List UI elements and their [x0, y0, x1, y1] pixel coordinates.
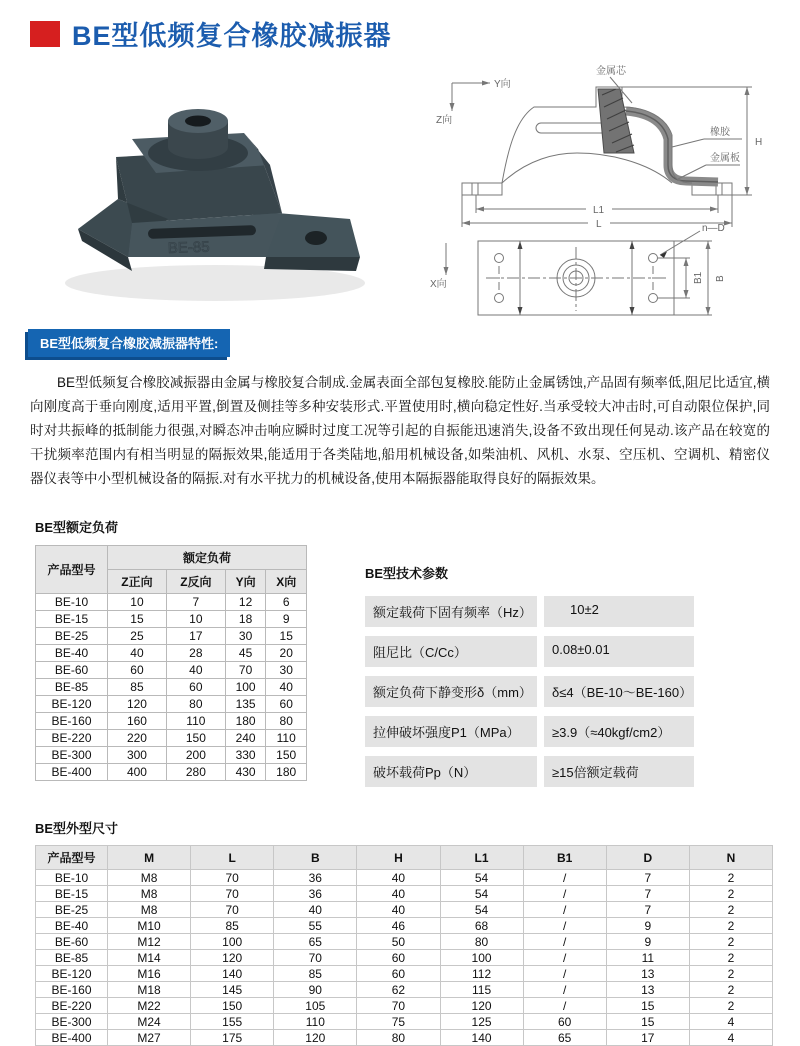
load-value-cell: 15: [108, 611, 167, 628]
dim-value-cell: 70: [357, 998, 440, 1014]
dim-value-cell: 55: [274, 918, 357, 934]
technical-drawing-svg: [415, 61, 785, 323]
dimensions-row: [36, 950, 773, 966]
load-value-cell: 15: [266, 628, 307, 645]
dim-value-cell: 100: [440, 950, 523, 966]
dim-value-cell: 68: [440, 918, 523, 934]
product-photo-svg: [20, 61, 410, 321]
dim-value-cell: 2: [689, 982, 772, 998]
model-cell: BE-220: [36, 998, 108, 1014]
model-cell: BE-15: [36, 886, 108, 902]
model-cell: BE-60: [36, 934, 108, 950]
load-value-cell: 150: [266, 747, 307, 764]
dimensions-header: D: [606, 846, 689, 870]
load-value-cell: 18: [225, 611, 266, 628]
dim-value-cell: 13: [606, 966, 689, 982]
load-value-cell: 240: [225, 730, 266, 747]
dim-value-cell: 54: [440, 870, 523, 886]
dim-value-cell: 85: [191, 918, 274, 934]
load-value-cell: 10: [108, 594, 167, 611]
dim-value-cell: 112: [440, 966, 523, 982]
model-cell: BE-10: [36, 870, 108, 886]
tech-params-section: [365, 563, 694, 796]
tech-param-row: [365, 596, 694, 627]
model-cell: BE-120: [36, 696, 108, 713]
dimensions-header: 产品型号: [36, 846, 108, 870]
dim-value-cell: 70: [274, 950, 357, 966]
model-cell: BE-400: [36, 764, 108, 781]
dim-value-cell: 80: [357, 1030, 440, 1046]
dim-l-label: L: [596, 219, 602, 230]
dim-value-cell: 54: [440, 886, 523, 902]
rated-load-group-header: 额定负荷: [108, 546, 307, 570]
dimensions-row: [36, 966, 773, 982]
dim-value-cell: 75: [357, 1014, 440, 1030]
dim-value-cell: M8: [108, 870, 191, 886]
model-cell: BE-400: [36, 1030, 108, 1046]
load-value-cell: 12: [225, 594, 266, 611]
model-cell: BE-160: [36, 982, 108, 998]
dim-value-cell: /: [523, 934, 606, 950]
load-value-cell: 60: [108, 662, 167, 679]
model-cell: BE-300: [36, 1014, 108, 1030]
page-title: BE型低频复合橡胶减振器: [72, 21, 392, 51]
dim-value-cell: M24: [108, 1014, 191, 1030]
dim-value-cell: 50: [357, 934, 440, 950]
load-value-cell: 20: [266, 645, 307, 662]
dim-value-cell: 40: [357, 870, 440, 886]
dim-value-cell: 4: [689, 1030, 772, 1046]
dimensions-header: L: [191, 846, 274, 870]
dim-value-cell: M18: [108, 982, 191, 998]
dim-value-cell: 2: [689, 886, 772, 902]
dim-value-cell: 70: [191, 870, 274, 886]
dim-value-cell: 140: [440, 1030, 523, 1046]
dim-value-cell: 175: [191, 1030, 274, 1046]
rated-load-row: [36, 594, 307, 611]
load-value-cell: 280: [166, 764, 225, 781]
load-value-cell: 7: [166, 594, 225, 611]
load-value-cell: 300: [108, 747, 167, 764]
load-value-cell: 400: [108, 764, 167, 781]
model-cell: BE-25: [36, 628, 108, 645]
model-cell: BE-300: [36, 747, 108, 764]
dim-value-cell: 36: [274, 870, 357, 886]
dim-value-cell: 60: [357, 950, 440, 966]
load-value-cell: 28: [166, 645, 225, 662]
rated-load-title: BE型额定负荷: [35, 520, 119, 535]
rated-load-col-model: 产品型号: [36, 546, 108, 594]
dim-value-cell: /: [523, 950, 606, 966]
load-value-cell: 10: [166, 611, 225, 628]
rated-load-subheader: Z反向: [166, 570, 225, 594]
dimensions-row: [36, 902, 773, 918]
tech-param-label: 额定载荷下固有频率（Hz）: [365, 596, 537, 627]
model-cell: BE-40: [36, 645, 108, 662]
dim-value-cell: M12: [108, 934, 191, 950]
dim-value-cell: 155: [191, 1014, 274, 1030]
dimensions-row: [36, 1014, 773, 1030]
core-label: 金属芯: [596, 66, 626, 77]
dim-value-cell: 13: [606, 982, 689, 998]
load-value-cell: 180: [266, 764, 307, 781]
rated-load-table: [35, 545, 307, 781]
load-value-cell: 85: [108, 679, 167, 696]
tech-param-label: 破坏载荷Pp（N）: [365, 756, 537, 787]
load-value-cell: 80: [266, 713, 307, 730]
load-value-cell: 135: [225, 696, 266, 713]
dim-value-cell: 100: [191, 934, 274, 950]
dim-value-cell: 110: [274, 1014, 357, 1030]
dimensions-header: N: [689, 846, 772, 870]
dim-value-cell: 2: [689, 966, 772, 982]
dim-value-cell: M16: [108, 966, 191, 982]
dim-value-cell: M8: [108, 886, 191, 902]
dim-value-cell: 15: [606, 998, 689, 1014]
dim-value-cell: 120: [274, 1030, 357, 1046]
dim-value-cell: 70: [191, 886, 274, 902]
hole-callout-label: n—D: [702, 223, 725, 234]
dimensions-row: [36, 886, 773, 902]
load-value-cell: 110: [166, 713, 225, 730]
load-value-cell: 430: [225, 764, 266, 781]
product-photo: [20, 61, 410, 321]
model-cell: BE-10: [36, 594, 108, 611]
rated-load-row: [36, 645, 307, 662]
dimensions-header: H: [357, 846, 440, 870]
rated-load-row: [36, 713, 307, 730]
rated-load-row: [36, 662, 307, 679]
dimensions-tbody: [36, 870, 773, 1046]
model-cell: BE-15: [36, 611, 108, 628]
dim-value-cell: /: [523, 966, 606, 982]
model-cell: BE-120: [36, 966, 108, 982]
dim-value-cell: 105: [274, 998, 357, 1014]
rated-load-row: [36, 611, 307, 628]
dim-value-cell: 40: [357, 902, 440, 918]
dimensions-row: [36, 998, 773, 1014]
load-value-cell: 25: [108, 628, 167, 645]
dim-value-cell: 11: [606, 950, 689, 966]
model-cell: BE-85: [36, 679, 108, 696]
load-value-cell: 45: [225, 645, 266, 662]
tech-param-row: [365, 676, 694, 707]
load-value-cell: 40: [108, 645, 167, 662]
dim-value-cell: 60: [357, 966, 440, 982]
model-cell: BE-85: [36, 950, 108, 966]
tech-param-value: 10±2: [544, 596, 694, 627]
dim-l1-label: L1: [593, 205, 605, 216]
dim-value-cell: 2: [689, 918, 772, 934]
rated-load-row: [36, 696, 307, 713]
dim-value-cell: /: [523, 982, 606, 998]
dimensions-row: [36, 982, 773, 998]
dim-value-cell: 120: [191, 950, 274, 966]
tech-param-value: ≥15倍额定载荷: [544, 756, 694, 787]
dim-value-cell: 7: [606, 870, 689, 886]
load-value-cell: 70: [225, 662, 266, 679]
dim-value-cell: 85: [274, 966, 357, 982]
dim-value-cell: 62: [357, 982, 440, 998]
dim-value-cell: 140: [191, 966, 274, 982]
dim-value-cell: 7: [606, 902, 689, 918]
dimensions-title: BE型外型尺寸: [35, 821, 119, 836]
dimensions-header: B: [274, 846, 357, 870]
dimensions-section: [0, 796, 800, 1046]
load-value-cell: 160: [108, 713, 167, 730]
tech-param-label: 拉伸破坏强度P1（MPa）: [365, 716, 537, 747]
tech-param-row: [365, 716, 694, 747]
figures-row: [0, 53, 800, 321]
dim-value-cell: M27: [108, 1030, 191, 1046]
dimensions-header: B1: [523, 846, 606, 870]
dim-value-cell: 17: [606, 1030, 689, 1046]
feature-chip: BE型低频复合橡胶减振器特性:: [28, 329, 230, 357]
tech-params-rows: [365, 596, 694, 787]
rated-load-row: [36, 747, 307, 764]
rated-load-row: [36, 730, 307, 747]
dim-value-cell: 2: [689, 902, 772, 918]
dim-value-cell: /: [523, 902, 606, 918]
load-value-cell: 60: [166, 679, 225, 696]
tech-param-row: [365, 756, 694, 787]
dim-value-cell: 2: [689, 998, 772, 1014]
dim-h-label: H: [755, 137, 763, 148]
dimensions-header-row: [36, 846, 773, 870]
emboss-model-text: BE-85: [167, 238, 210, 257]
load-value-cell: 17: [166, 628, 225, 645]
dim-value-cell: 9: [606, 934, 689, 950]
middle-section: [0, 491, 800, 796]
dim-value-cell: 15: [606, 1014, 689, 1030]
dim-value-cell: /: [523, 998, 606, 1014]
load-value-cell: 80: [166, 696, 225, 713]
base-plate-label: 金属板: [710, 153, 740, 164]
model-cell: BE-220: [36, 730, 108, 747]
technical-drawing: [415, 61, 785, 323]
rated-load-row: [36, 764, 307, 781]
rated-load-subheader: Y向: [225, 570, 266, 594]
load-value-cell: 60: [266, 696, 307, 713]
feature-paragraph: BE型低频复合橡胶减振器由金属与橡胶复合制成.金属表面全部包复橡胶.能防止金属锈蚀,产品固有频率低,阻尼比适宜,横向刚度高于垂向刚度,适用平置,倒置及侧挂等多种安装形式.平置使用时,横向稳定性好.当承受较大冲击时,可自动限位保护,同时对共振峰的抵制能力很强,对瞬态冲击响应瞬时过度工况等引起的自振能迅速消失,设备不致出现任何晃动.该产品在较宽的干扰频率范围内有相当明显的隔振效果,能适用于各类陆地,船用机械设备,如柴油机、风机、水泵、空压机、空调机、精密仪器仪表等中小型机械设备的隔振.对有水平扰力的机械设备,使用本隔振器能取得良好的隔振效果。: [30, 375, 770, 486]
load-value-cell: 100: [225, 679, 266, 696]
dim-value-cell: 40: [357, 886, 440, 902]
dim-value-cell: /: [523, 918, 606, 934]
page-header: [0, 0, 800, 53]
dim-value-cell: 2: [689, 934, 772, 950]
dimensions-header: L1: [440, 846, 523, 870]
dim-value-cell: 150: [191, 998, 274, 1014]
tech-param-value: ≥3.9（≈40kgf/cm2）: [544, 716, 694, 747]
load-value-cell: 180: [225, 713, 266, 730]
tech-param-label: 额定负荷下静变形δ（mm）: [365, 676, 537, 707]
dim-value-cell: 2: [689, 950, 772, 966]
dimensions-row: [36, 870, 773, 886]
dim-value-cell: 4: [689, 1014, 772, 1030]
rated-load-row: [36, 628, 307, 645]
rated-load-row: [36, 679, 307, 696]
dim-value-cell: 90: [274, 982, 357, 998]
load-value-cell: 120: [108, 696, 167, 713]
dim-value-cell: 65: [523, 1030, 606, 1046]
dim-value-cell: 9: [606, 918, 689, 934]
dimensions-row: [36, 918, 773, 934]
dim-value-cell: /: [523, 886, 606, 902]
dim-value-cell: 60: [523, 1014, 606, 1030]
dim-value-cell: 54: [440, 902, 523, 918]
dim-value-cell: 2: [689, 870, 772, 886]
load-value-cell: 330: [225, 747, 266, 764]
dim-value-cell: 70: [191, 902, 274, 918]
rubber-label: 橡胶: [710, 127, 730, 138]
dim-b-label: B: [715, 275, 726, 282]
rated-load-subheader: Z正向: [108, 570, 167, 594]
dimensions-table: [35, 845, 773, 1046]
tech-param-label: 阻尼比（C/Cc）: [365, 636, 537, 667]
x-axis-label: X向: [430, 279, 447, 290]
dimensions-row: [36, 934, 773, 950]
dim-value-cell: 120: [440, 998, 523, 1014]
dim-b1-label: B1: [693, 271, 704, 284]
tech-params-title: BE型技术参数: [365, 566, 449, 581]
load-value-cell: 40: [166, 662, 225, 679]
dim-value-cell: 7: [606, 886, 689, 902]
tech-param-value: δ≤4（BE-10～BE-160）: [544, 676, 694, 707]
dim-value-cell: 115: [440, 982, 523, 998]
load-value-cell: 200: [166, 747, 225, 764]
dim-value-cell: M22: [108, 998, 191, 1014]
tech-param-value: 0.08±0.01: [544, 636, 694, 667]
load-value-cell: 110: [266, 730, 307, 747]
load-value-cell: 6: [266, 594, 307, 611]
z-axis-label: Z向: [436, 115, 453, 126]
dimensions-header: M: [108, 846, 191, 870]
dim-value-cell: M10: [108, 918, 191, 934]
load-value-cell: 220: [108, 730, 167, 747]
model-cell: BE-40: [36, 918, 108, 934]
dim-value-cell: 40: [274, 902, 357, 918]
dim-value-cell: M14: [108, 950, 191, 966]
dim-value-cell: 125: [440, 1014, 523, 1030]
dim-value-cell: M8: [108, 902, 191, 918]
model-cell: BE-60: [36, 662, 108, 679]
dim-value-cell: /: [523, 870, 606, 886]
y-axis-label: Y向: [494, 79, 511, 90]
model-cell: BE-25: [36, 902, 108, 918]
load-value-cell: 40: [266, 679, 307, 696]
dim-value-cell: 80: [440, 934, 523, 950]
load-value-cell: 30: [225, 628, 266, 645]
red-square-icon: [30, 21, 60, 47]
load-value-cell: 150: [166, 730, 225, 747]
dim-value-cell: 36: [274, 886, 357, 902]
model-cell: BE-160: [36, 713, 108, 730]
tech-param-row: [365, 636, 694, 667]
dim-value-cell: 65: [274, 934, 357, 950]
dim-value-cell: 145: [191, 982, 274, 998]
dim-value-cell: 46: [357, 918, 440, 934]
feature-section: [0, 321, 800, 491]
dimensions-row: [36, 1030, 773, 1046]
load-value-cell: 9: [266, 611, 307, 628]
rated-load-subheader: X向: [266, 570, 307, 594]
rated-load-section: [35, 517, 307, 796]
rated-load-tbody: [36, 594, 307, 781]
load-value-cell: 30: [266, 662, 307, 679]
